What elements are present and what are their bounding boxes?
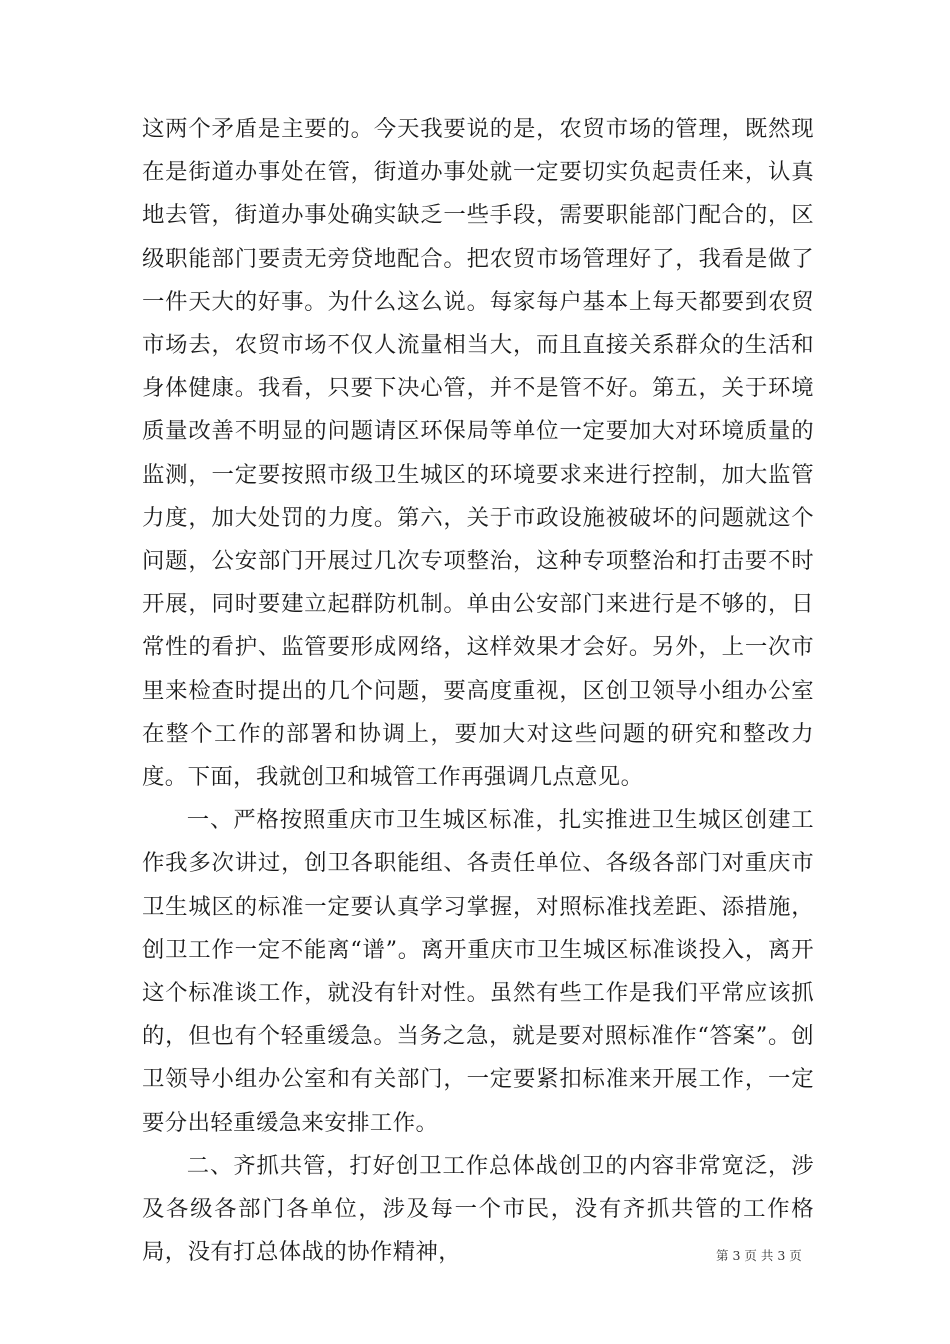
document-body <box>142 108 814 1274</box>
paragraph-3: 二、齐抓共管，打好创卫工作总体战创卫的内容非常宽泛，涉及各级各部门各单位，涉及每一个市民，没有齐抓共管的工作格局，没有打总体战的协作精神， <box>142 1152 814 1266</box>
page-number-footer: 第 3 页 共 3 页 <box>716 1248 802 1263</box>
paragraph-2: 一、严格按照重庆市卫生城区标准，扎实推进卫生城区创建工作我多次讲过，创卫各职能组、各责任单位、各级各部门对重庆市卫生城区的标准一定要认真学习掌握，对照标准找差距、添措施，创卫工作一定不能离“谱”。离开重庆市卫生城区标准谈投入，离开这个标准谈工作，就没有针对性。虽然有些工作是我们平常应该抓的，但也有个轻重缓急。当务之急，就是要对照标准作“答案”。创卫领导小组办公室和有关部门，一定要紧扣标准来开展工作，一定要分出轻重缓急来安排工作。 <box>142 807 814 1136</box>
paragraph-1: 这两个矛盾是主要的。今天我要说的是，农贸市场的管理，既然现在是街道办事处在管，街道办事处就一定要切实负起责任来，认真地去管，街道办事处确实缺乏一些手段，需要职能部门配合的，区级职能部门要责无旁贷地配合。把农贸市场管理好了，我看是做了一件天大的好事。为什么这么说。每家每户基本上每天都要到农贸市场去，农贸市场不仅人流量相当大，而且直接关系群众的生活和身体健康。我看，只要下决心管，并不是管不好。第五，关于环境质量改善不明显的问题请区环保局等单位一定要加大对环境质量的监测，一定要按照市级卫生城区的环境要求来进行控制，加大监管力度，加大处罚的力度。第六，关于市政设施被破坏的问题就这个问题，公安部门开展过几次专项整治，这种专项整治和打击要不时开展，同时要建立起群防机制。单由公安部门来进行是不够的，日常性的看护、监管要形成网络，这样效果才会好。另外，上一次市里来检查时提出的几个问题，要高度重视，区创卫领导小组办公室在整个工作的部署和协调上，要加大对这些问题的研究和整改力度。下面，我就创卫和城管工作再强调几点意见。 <box>142 116 814 791</box>
